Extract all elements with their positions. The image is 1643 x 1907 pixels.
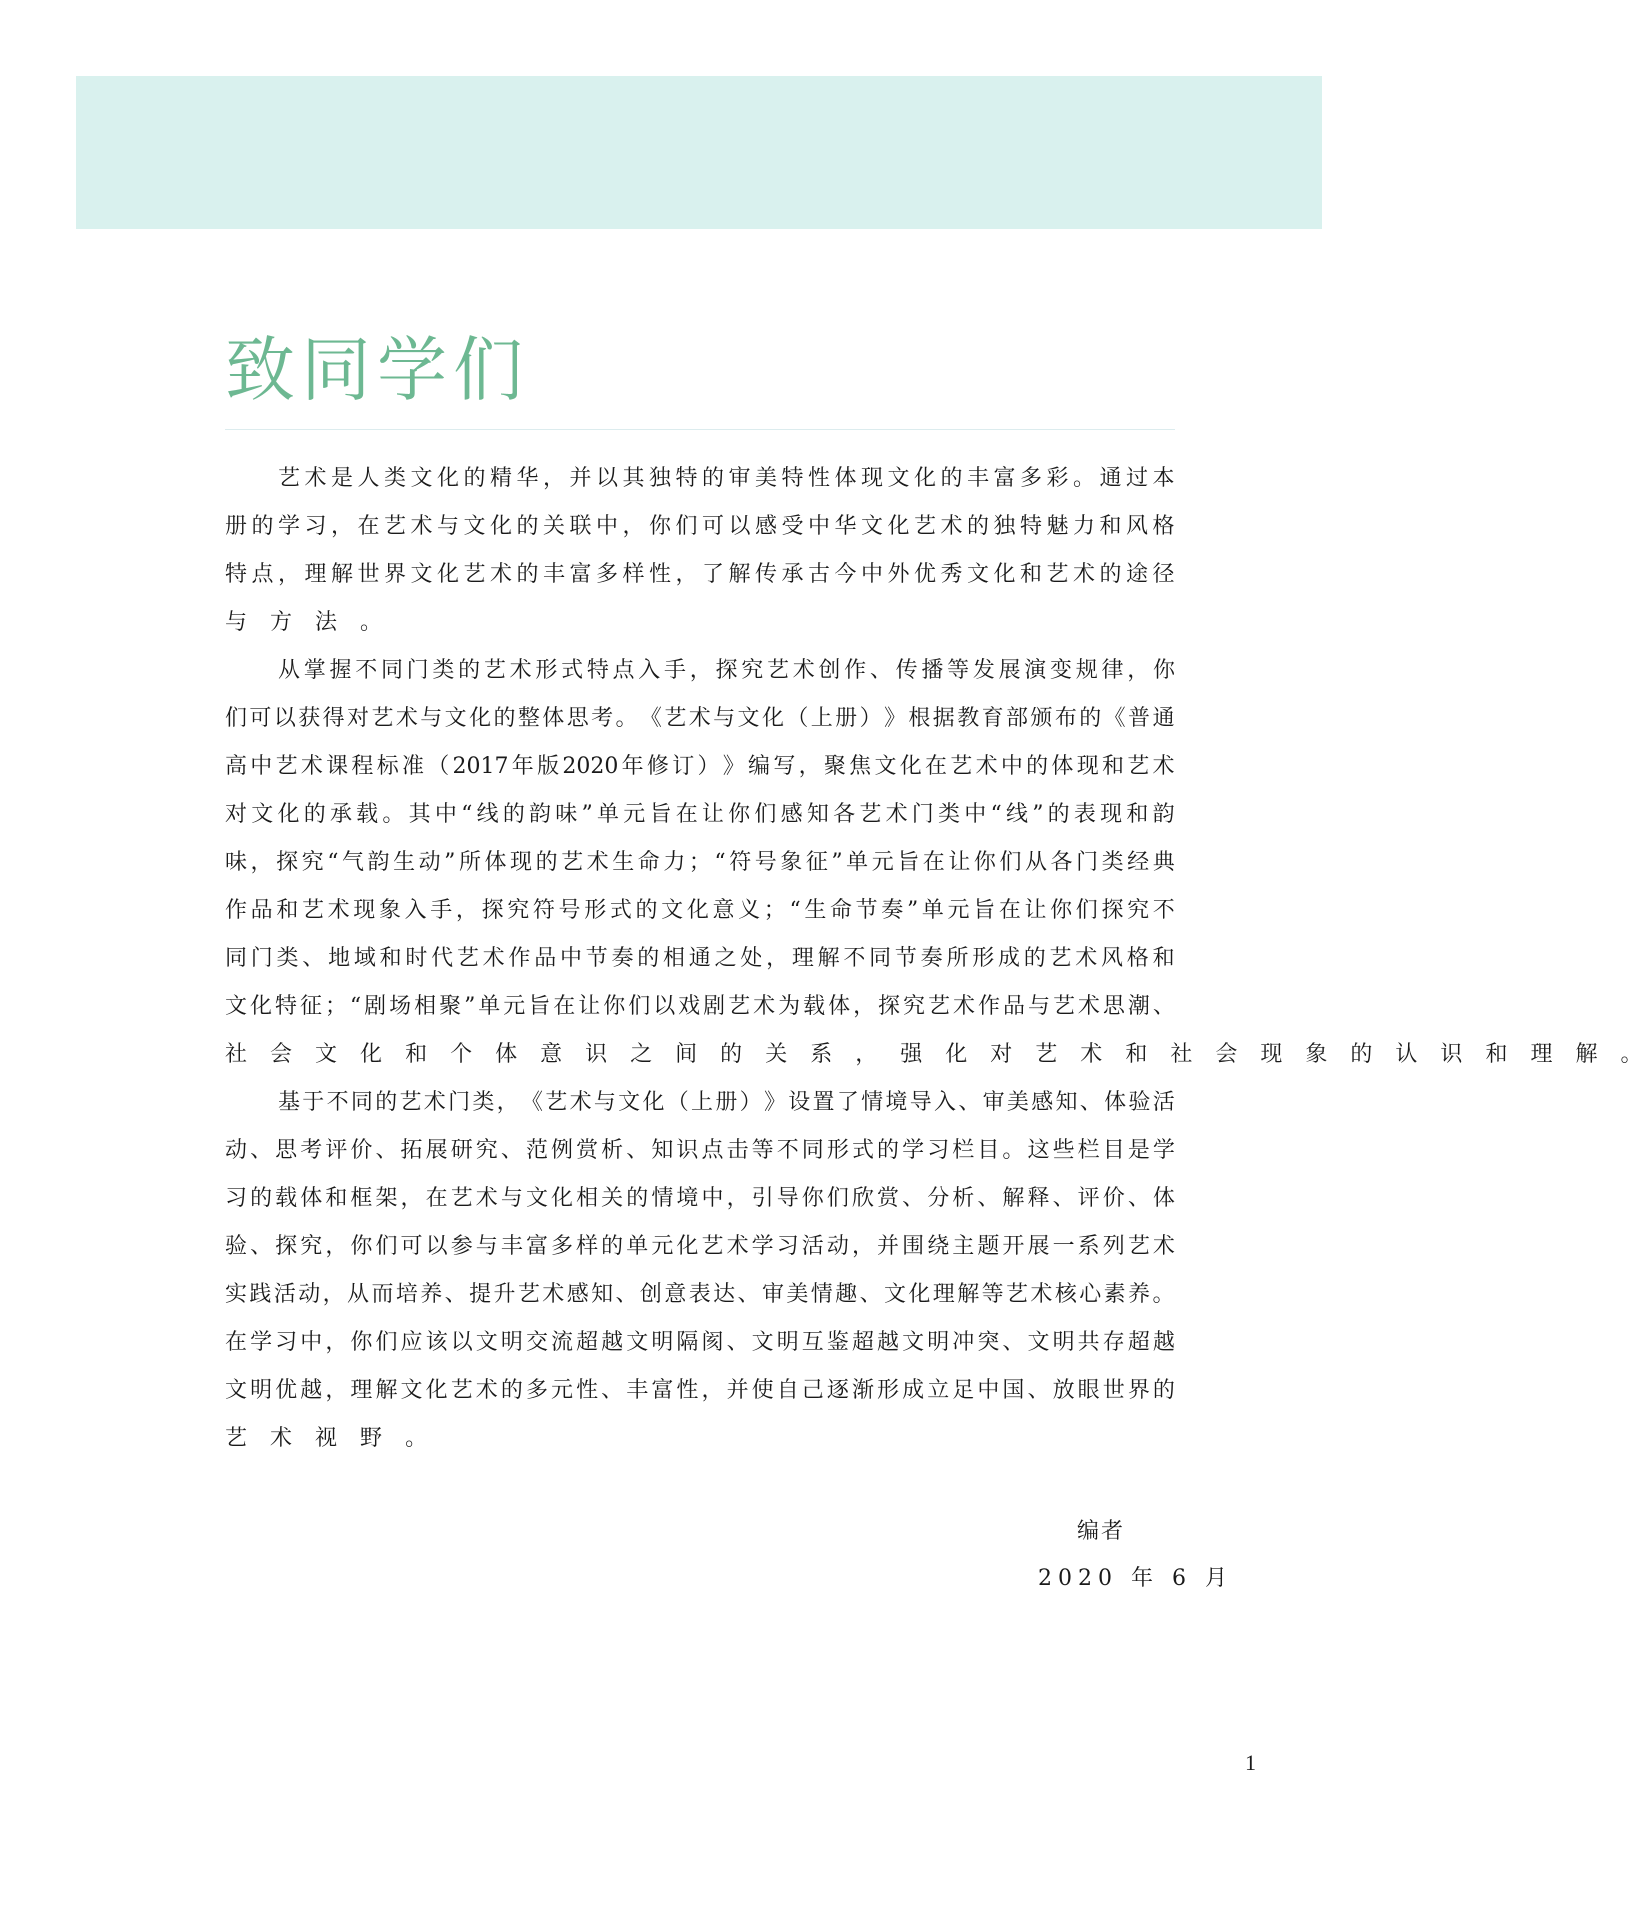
- paragraph-line: 们 可 以 获 得 对 艺 术 与 文 化 的 整 体 思 考 。 《 艺 术 与 文 化 （ 上 册 ） 》 根 据 教 育 部 颁 布 的 《 普 通: [225, 706, 1175, 731]
- paragraph-line: 在 学 习 中 ， 你 们 应 该 以 文 明 交 流 超 越 文 明 隔 阂 、 文 明 互 鉴 超 越 文 明 冲 突 、 文 明 共 存 超 越: [225, 1330, 1175, 1355]
- paragraph-line: 与 方 法 。: [225, 610, 383, 635]
- page-number: 1: [1245, 1750, 1256, 1775]
- paragraph-line: 文 明 优 越 ， 理 解 文 化 艺 术 的 多 元 性 、 丰 富 性 ， 并 使 自 己 逐 渐 形 成 立 足 中 国 、 放 眼 世 界 的: [225, 1378, 1175, 1403]
- paragraph-line: 社 会 文 化 和 个 体 意 识 之 间 的 关 系 ， 强 化 对 艺 术 和 社 会 现 象 的 认 识 和 理 解 。: [225, 1042, 1643, 1067]
- paragraph-line: 艺 术 是 人 类 文 化 的 精 华 ， 并 以 其 独 特 的 审 美 特 性 体 现 文 化 的 丰 富 多 彩 。 通 过 本: [278, 466, 1175, 491]
- body-text: [225, 455, 1643, 1463]
- title-divider: [225, 429, 1175, 430]
- paragraph-line: 味 ， 探 究 “ 气 韵 生 动 ” 所 体 现 的 艺 术 生 命 力 ； “ 符 号 象 征 ” 单 元 旨 在 让 你 们 从 各 门 类 经 典: [225, 850, 1175, 875]
- paragraph-line: 文 化 特 征 ； “ 剧 场 相 聚 ” 单 元 旨 在 让 你 们 以 戏 剧 艺 术 为 载 体 ， 探 究 艺 术 作 品 与 艺 术 思 潮 、: [225, 994, 1175, 1019]
- paragraph-line: 动 、 思 考 评 价 、 拓 展 研 究 、 范 例 赏 析 、 知 识 点 击 等 不 同 形 式 的 学 习 栏 目 。 这 些 栏 目 是 学: [225, 1138, 1175, 1163]
- paragraph-line: 从 掌 握 不 同 门 类 的 艺 术 形 式 特 点 入 手 ， 探 究 艺 术 创 作 、 传 播 等 发 展 演 变 规 律 ， 你: [278, 658, 1175, 683]
- paragraph-line: 高 中 艺 术 课 程 标 准 （ 2017 年 版 2020 年 修 订 ） 》 编 写 ， 聚 焦 文 化 在 艺 术 中 的 体 现 和 艺 术: [225, 754, 1175, 779]
- paragraph-line: 同 门 类 、 地 域 和 时 代 艺 术 作 品 中 节 奏 的 相 通 之 处 ， 理 解 不 同 节 奏 所 形 成 的 艺 术 风 格 和: [225, 946, 1175, 971]
- paragraph-line: 对 文 化 的 承 载 。 其 中 “ 线 的 韵 味 ” 单 元 旨 在 让 你 们 感 知 各 艺 术 门 类 中 “ 线 ” 的 表 现 和 韵: [225, 802, 1175, 827]
- paragraph-line: 册 的 学 习 ， 在 艺 术 与 文 化 的 关 联 中 ， 你 们 可 以 感 受 中 华 文 化 艺 术 的 独 特 魅 力 和 风 格: [225, 514, 1175, 539]
- paragraph-line: 实 践 活 动 ， 从 而 培 养 、 提 升 艺 术 感 知 、 创 意 表 达 、 审 美 情 趣 、 文 化 理 解 等 艺 术 核 心 素 养 。: [225, 1282, 1175, 1307]
- date: 2020 年 6 月: [1038, 1566, 1233, 1591]
- header-band: [76, 76, 1322, 229]
- paragraph-line: 特 点 ， 理 解 世 界 文 化 艺 术 的 丰 富 多 样 性 ， 了 解 传 承 古 今 中 外 优 秀 文 化 和 艺 术 的 途 径: [225, 562, 1175, 587]
- paragraph-line: 艺 术 视 野 。: [225, 1426, 428, 1451]
- paragraph-line: 作 品 和 艺 术 现 象 入 手 ， 探 究 符 号 形 式 的 文 化 意 义 ； “ 生 命 节 奏 ” 单 元 旨 在 让 你 们 探 究 不: [225, 898, 1175, 923]
- paragraph-line: 验 、 探 究 ， 你 们 可 以 参 与 丰 富 多 样 的 单 元 化 艺 术 学 习 活 动 ， 并 围 绕 主 题 开 展 一 系 列 艺 术: [225, 1234, 1175, 1259]
- paragraph-line: 基 于 不 同 的 艺 术 门 类 ， 《 艺 术 与 文 化 （ 上 册 ） 》 设 置 了 情 境 导 入 、 审 美 感 知 、 体 验 活: [278, 1090, 1175, 1115]
- page-title: 致同学们: [225, 329, 529, 411]
- signature: 编者: [1077, 1519, 1126, 1544]
- paragraph-line: 习 的 载 体 和 框 架 ， 在 艺 术 与 文 化 相 关 的 情 境 中 ， 引 导 你 们 欣 赏 、 分 析 、 解 释 、 评 价 、 体: [225, 1186, 1175, 1211]
